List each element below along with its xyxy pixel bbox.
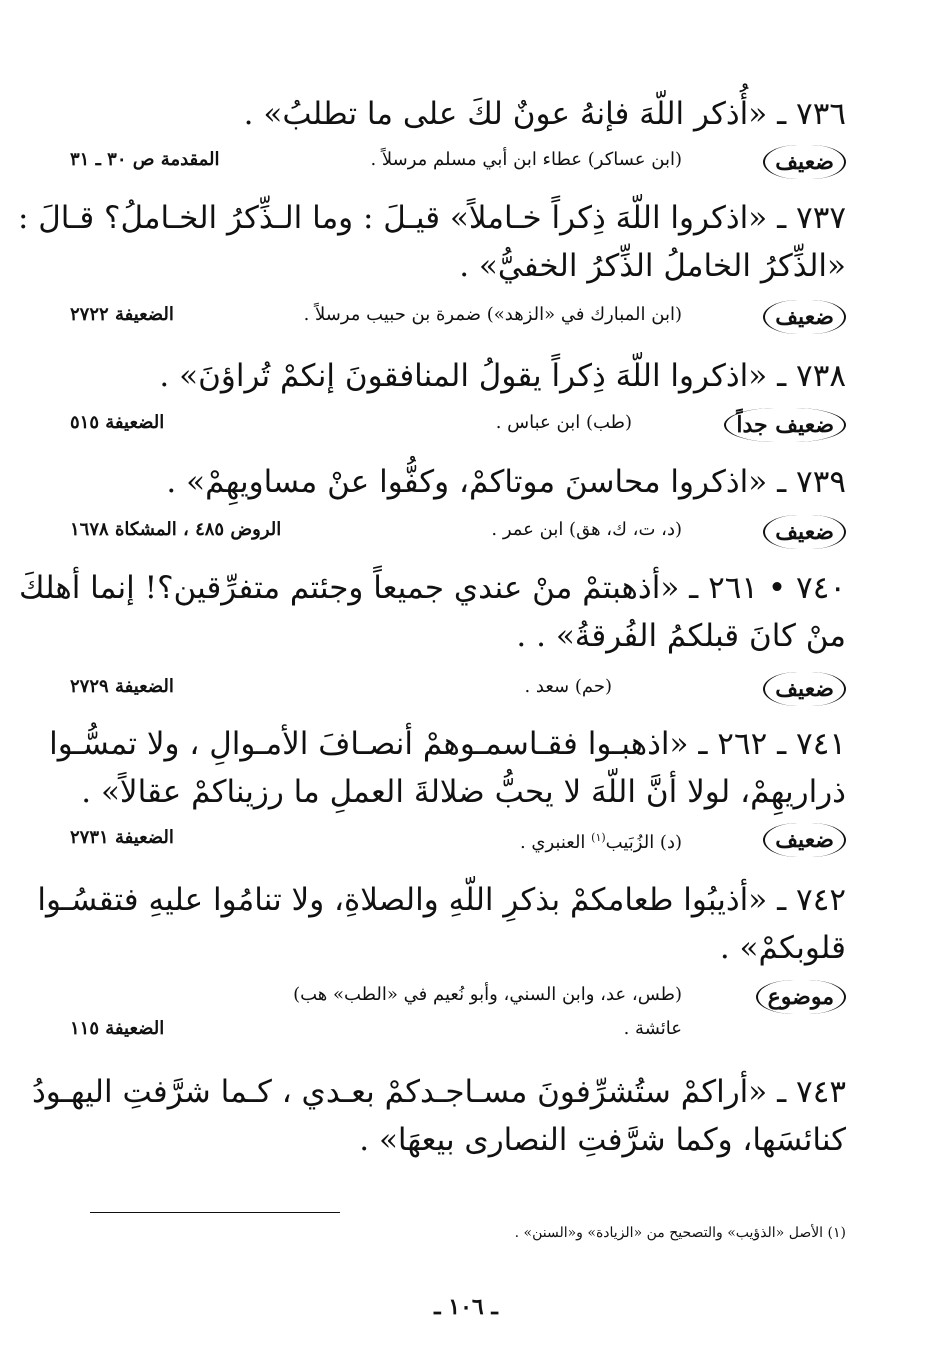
grade-badge: ضعيف [763, 300, 846, 334]
reference: الروض ٤٨٥ ، المشكاة ١٦٧٨ [70, 519, 282, 540]
citation: (حم) سعد . [524, 676, 612, 697]
reference: الضعيفة ٢٧٣١ [70, 827, 174, 848]
citation-continued: عائشة . [623, 1018, 682, 1039]
hadith-736-line-1: ٧٣٦ ـ «أُذكر اللّهَ فإنهُ عونٌ لكَ على ما تطلبُ» . [243, 96, 846, 132]
source-row-739 [0, 515, 932, 555]
source-row-736 [0, 145, 932, 185]
hadith-737-line-2: «الذِّكرُ الخاملُ الذِّكرُ الخفيُّ» . [459, 248, 846, 284]
footnote-divider [90, 1212, 340, 1213]
citation: (طس، عد، وابن السني، وأبو نُعيم في «الطب» هب) [293, 984, 682, 1005]
hadith-737-line-1: ٧٣٧ ـ «اذكروا اللّهَ ذِكراً خـاملاً» قيـلَ : وما الـذِّكرُ الخـاملُ؟ قـالَ : [17, 200, 846, 236]
source-row-740 [0, 672, 932, 712]
source-row-737 [0, 300, 932, 340]
citation: (ابن عساكر) عطاء ابن أبي مسلم مرسلاً . [370, 149, 682, 170]
grade-badge: موضوع [756, 980, 846, 1014]
source-row-742 [0, 980, 932, 1050]
grade-badge: ضعيف [763, 823, 846, 857]
grade-badge: ضعيف [763, 145, 846, 179]
source-row-738 [0, 408, 932, 448]
hadith-743-line-2: كنائسَها، وكما شرَّفتِ النصارى بيعهَا» . [359, 1122, 846, 1158]
hadith-741-line-1: ٧٤١ ـ ٢٦٢ ـ «اذهبـوا فقـاسمـوهمْ أنصـافَ الأمـوالِ ، ولا تمسُّـوا [49, 726, 846, 762]
hadith-742-line-1: ٧٤٢ ـ «أذيبُوا طعامكمْ بذكرِ اللّهِ والصلاةِ، ولا تنامُوا عليهِ فتقسُـوا [37, 882, 846, 918]
reference: المقدمة ص ٣٠ ـ ٣١ [70, 149, 220, 170]
reference: الضعيفة ٢٧٢٩ [70, 676, 174, 697]
citation: (ابن المبارك في «الزهد») ضمرة بن حبيب مرسلاً . [303, 304, 682, 325]
hadith-738-line-1: ٧٣٨ ـ «اذكروا اللّهَ ذِكراً يقولُ المنافقونَ إنكمْ تُراؤنَ» . [159, 358, 846, 394]
citation: (طب) ابن عباس . [495, 412, 632, 433]
grade-badge: ضعيف جداً [724, 408, 846, 442]
grade-badge: ضعيف [763, 515, 846, 549]
citation: (د) الزُبَيب$^{(١)}$ العنبري . [519, 831, 682, 853]
hadith-741-line-2: ذراريهِمْ، لولا أنَّ اللّهَ لا يحبُّ ضلالةَ العملِ ما رزيناكمْ عقالاً» . [81, 774, 846, 810]
footnote: (١) الأصل «الذؤيب» والتصحيح من «الزيادة» و«السنن» . [514, 1225, 846, 1241]
hadith-742-line-2: قلوبكمْ» . [719, 930, 846, 966]
hadith-739-line-1: ٧٣٩ ـ «اذكروا محاسنَ موتاكمْ، وكفُّوا عنْ مساويهِمْ» . [166, 464, 846, 500]
hadith-740-line-2: منْ كانَ قبلكمُ الفُرقةُ» . . [516, 618, 846, 654]
reference: الضعيفة ٢٧٢٢ [70, 304, 174, 325]
grade-badge: ضعيف [763, 672, 846, 706]
footnote-marker: (١) [591, 831, 606, 844]
reference: الضعيفة ١١٥ [70, 1018, 165, 1039]
reference: الضعيفة ٥١٥ [70, 412, 165, 433]
hadith-743-line-1: ٧٤٣ ـ «أراكمْ ستُشرِّفونَ مسـاجـدكمْ بعـدي ، كـما شرَّفتِ اليهـودُ [31, 1074, 846, 1110]
page-number: ـ ١٠٦ ـ [434, 1294, 498, 1320]
hadith-740-line-1: ٧٤٠ • ٢٦١ ـ «أذهبتمْ منْ عندي جميعاً وجئتم متفرِّقين؟! إنما أهلكَ [18, 570, 846, 606]
source-row-741 [0, 823, 932, 863]
citation: (د، ت، ك، هق) ابن عمر . [491, 519, 682, 540]
